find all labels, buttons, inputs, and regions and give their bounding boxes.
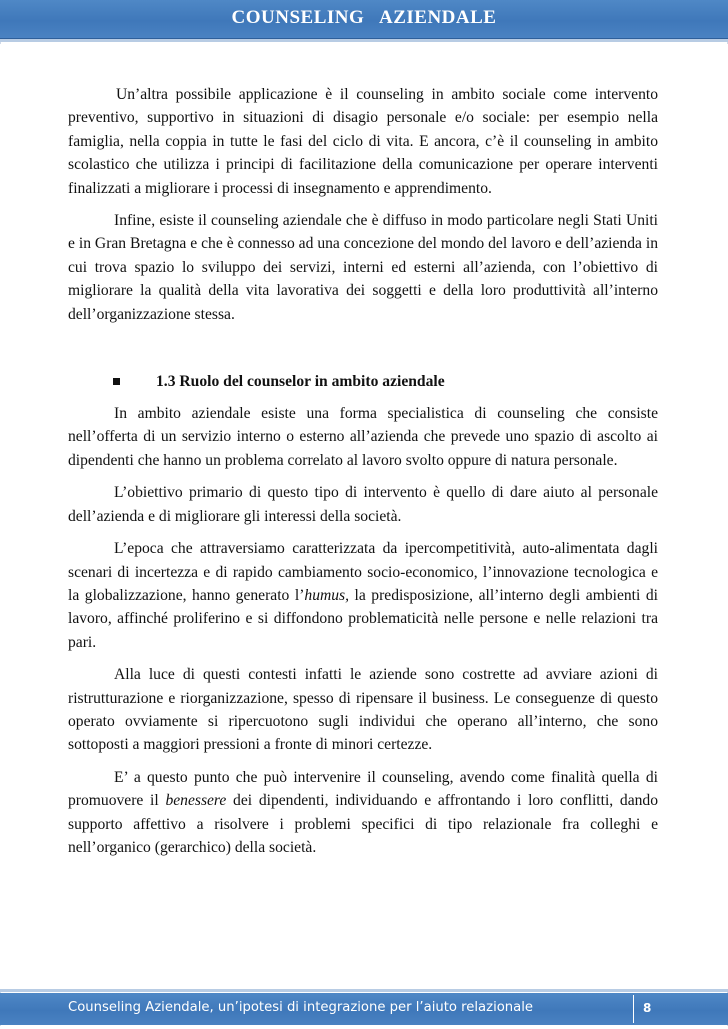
paragraph-text: la predisposizione, all’interno degli ambienti di lavoro, affinché proliferino e si diffondono problematicità nelle persone e nelle relazioni tra pari. <box>68 586 658 651</box>
section-heading-text: 1.3 Ruolo del counselor in ambito aziendale <box>156 372 445 390</box>
paragraph: L’obiettivo primario di questo tipo di intervento è quello di dare aiuto al personale dell’azienda e di migliorare gli interessi della società. <box>68 484 658 525</box>
page-number: 8 <box>643 1001 652 1015</box>
paragraph-text: dei dipendenti, individuando e affrontando i loro conflitti, dando supporto affettivo a risolvere i problemi specifici di tipo relazionale fra colleghi e nell’organico (gerarchico) della società. <box>68 792 659 856</box>
paragraph-text: E’ a questo punto che può intervenire il counseling, avendo come finalità quella di promuovere il <box>68 768 658 810</box>
document-body <box>68 83 658 859</box>
paragraph-text: L’epoca che attraversiamo caratterizzata da ipercompetitività, auto-alimentata dagli scenari di incertezza e di rapido cambiamento socio-economico, l’innovazione tecnologica e la globalizzazione, hanno generato l’ <box>68 540 658 604</box>
footer-band <box>0 993 728 1025</box>
footer-title: Counseling Aziendale, un’ipotesi di integrazione per l’aiuto relazionale <box>68 1000 534 1015</box>
paragraph: Infine, esiste il counseling aziendale che è diffuso in modo particolare negli Stati Uniti e in Gran Bretagna e che è connesso ad una concezione del mondo del lavoro e dell’azienda in cui trova spazio lo sviluppo dei servizi, interni ed esterni all’azienda, con l’obiettivo di migliorare la qualità della vita lavorativa dei soggetti e della loro produttività all’interno dell’organizzazione stessa. <box>68 212 658 323</box>
header-band <box>0 0 728 39</box>
paragraph <box>68 766 658 860</box>
paragraph: In ambito aziendale esiste una forma specialistica di counseling che consiste nell’offerta di un servizio interno o esterno all’azienda che prevede uno spazio di ascolto ai dipendenti che hanno un problema correlato al lavoro svolto oppure di natura personale. <box>68 405 658 469</box>
page-header-title: COUNSELING AZIENDALE <box>231 7 497 28</box>
section-heading <box>68 370 658 393</box>
paragraph <box>68 537 658 654</box>
square-bullet-icon <box>113 378 120 385</box>
italic-term: benessere <box>165 792 227 810</box>
paragraph: Un’altra possibile applicazione è il counseling in ambito sociale come intervento preventivo, supportivo in situazioni di disagio personale e/o sociale: per esempio nella famiglia, nella coppia in tutte le fasi del ciclo di vita. E ancora, c’è il counseling in ambito scolastico che utilizza i principi di facilitazione della comunicazione per operare interventi finalizzati a migliorare i processi di insegnamento e apprendimento. <box>68 86 658 197</box>
footer-divider <box>633 995 634 1023</box>
italic-term: humus, <box>304 586 350 604</box>
paragraph: Alla luce di questi contesti infatti le aziende sono costrette ad avviare azioni di ristrutturazione e riorganizzazione, spesso di ripensare il business. Le conseguenze di questo operato ovviamente si ripercuotono sugli individui che operano all’interno, che sono sottoposti a maggiori pressioni a fronte di minori certezze. <box>68 666 658 754</box>
